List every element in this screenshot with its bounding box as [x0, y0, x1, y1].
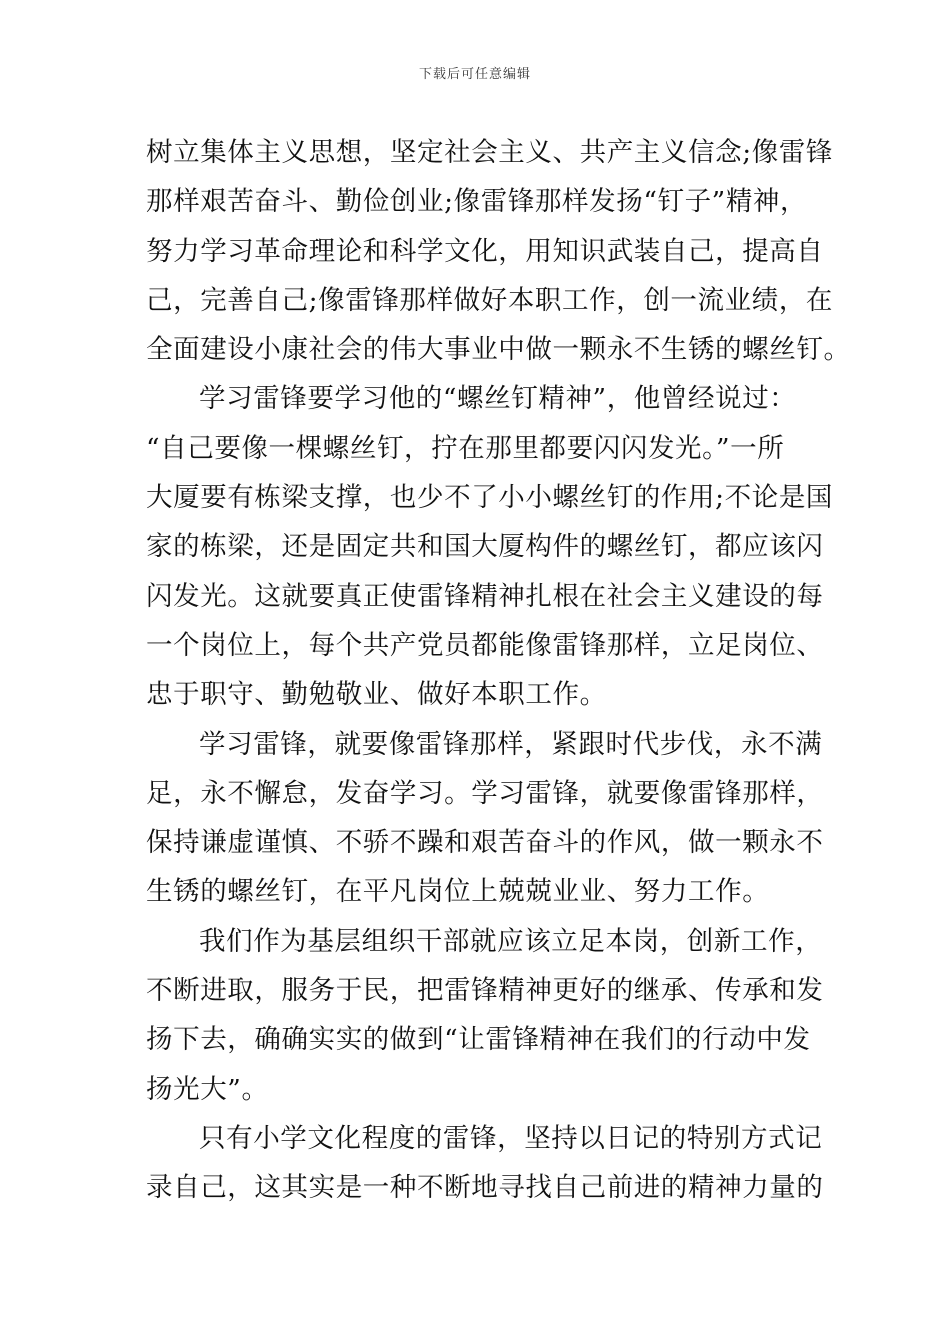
text-line: 保持谦虚谨慎、不骄不躁和艰苦奋斗的作风，做一颗永不	[146, 827, 824, 859]
text-line: “自己要像一棵螺丝钉，拧在那里都要闪闪发光。”一所	[146, 432, 785, 464]
text-line: 全面建设小康社会的伟大事业中做一颗永不生锈的螺丝钉。	[146, 334, 851, 366]
text-line: 己，完善自己;像雷锋那样做好本职工作，创一流业绩，在	[146, 284, 834, 316]
text-line: 扬下去，确确实实的做到“让雷锋精神在我们的行动中发	[146, 1024, 811, 1056]
text-line: 闪发光。这就要真正使雷锋精神扎根在社会主义建设的每	[146, 580, 824, 612]
text-line: 扬光大”。	[146, 1073, 269, 1105]
paragraph-start-line: 学习雷锋，就要像雷锋那样，紧跟时代步伐，永不满	[199, 728, 823, 760]
text-line: 家的栋梁，还是固定共和国大厦构件的螺丝钉，都应该闪	[146, 531, 824, 563]
text-line: 大厦要有栋梁支撑，也少不了小小螺丝钉的作用;不论是国	[146, 482, 834, 514]
text-line: 树立集体主义思想，坚定社会主义、共产主义信念;像雷锋	[146, 137, 834, 168]
text-line: 那样艰苦奋斗、勤俭创业;像雷锋那样发扬“钉子”精神，	[146, 186, 808, 218]
paragraph-start-line: 只有小学文化程度的雷锋，坚持以日记的特别方式记	[199, 1122, 823, 1154]
text-line: 努力学习革命理论和科学文化，用知识武装自己，提高自	[146, 235, 824, 267]
page-header: 下载后可任意编辑	[418, 67, 531, 82]
text-line: 生锈的螺丝钉，在平凡岗位上兢兢业业、努力工作。	[146, 876, 770, 908]
text-line: 录自己，这其实是一种不断地寻找自己前进的精神力量的	[146, 1172, 824, 1204]
document-body	[146, 128, 851, 1213]
text-line: 忠于职守、勤勉敬业、做好本职工作。	[146, 679, 607, 711]
paragraph-start-line: 我们作为基层组织干部就应该立足本岗，创新工作，	[199, 925, 823, 957]
text-line: 一个岗位上，每个共产党员都能像雷锋那样，立足岗位、	[146, 629, 824, 661]
text-line: 不断进取，服务于民，把雷锋精神更好的继承、传承和发	[146, 975, 824, 1007]
paragraph-start-line: 学习雷锋要学习他的“螺丝钉精神”，他曾经说过：	[199, 383, 797, 415]
text-line: 足，永不懈怠，发奋学习。学习雷锋，就要像雷锋那样，	[146, 777, 824, 809]
